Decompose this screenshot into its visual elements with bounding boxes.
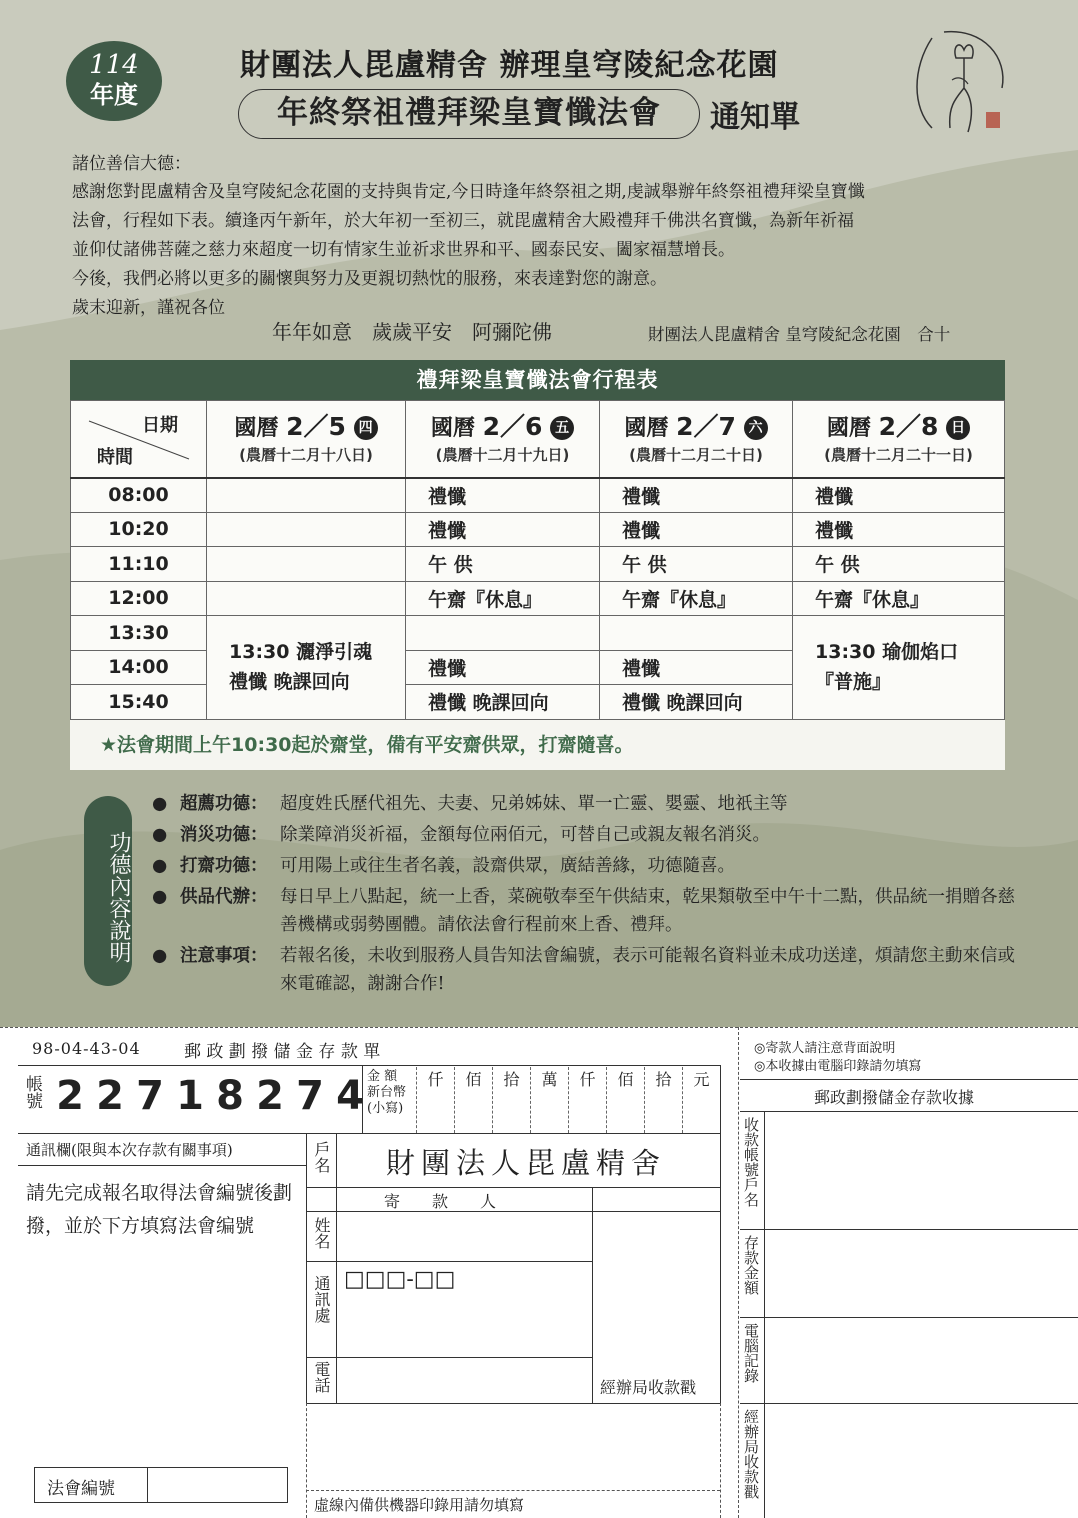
- letter-line-2: 法會，行程如下表。續逢丙午新年，於大年初一至初三，就毘盧精舍大殿禮拜千佛洪名寶懺，為新年祈福: [72, 211, 854, 231]
- schedule-cell: 午 供: [406, 547, 600, 582]
- greeting: 諸位善信大德：: [72, 154, 191, 174]
- letter-line-3: 並仰仗諸佛菩薩之慈力來超度一切有情家生並祈求世界和平、國泰民安、闔家福慧增長。: [72, 240, 735, 260]
- lunar-date: (農曆十二月十八日): [239, 445, 373, 464]
- name-label: 姓名: [312, 1217, 331, 1249]
- postal-code-boxes[interactable]: □□□-□□: [344, 1267, 456, 1292]
- bullet-icon: ●: [152, 946, 168, 966]
- merit-text: 每日早上八點起，統一上香，菜碗敬奉至午供結束，乾果類敬至中午十二點，供品統一捐贈各慈善機構或弱勢團體。請依法會行程前來上香、禮拜。: [280, 887, 1015, 935]
- amount-unit: 萬: [530, 1067, 568, 1133]
- weekday-badge: 六: [744, 416, 768, 440]
- rule: [306, 1403, 720, 1404]
- table-row: [71, 547, 1005, 582]
- receipt-row-label: 經辦局收款戳: [742, 1409, 760, 1499]
- day-header-4: [793, 401, 1005, 478]
- schedule-cell: 禮懺: [793, 512, 1005, 547]
- schedule-cell: 禮懺: [793, 478, 1005, 513]
- account-label: 帳號: [22, 1075, 42, 1109]
- schedule-cell-merged: [793, 616, 1005, 720]
- rule: [764, 1111, 765, 1518]
- amount-label-1: 金 額: [367, 1069, 398, 1084]
- badge-label: 年度: [90, 80, 138, 109]
- badge-year: 114: [89, 50, 139, 80]
- amount-units: [416, 1067, 720, 1133]
- account-digit: 2: [256, 1073, 284, 1119]
- account-digit: 4: [336, 1073, 364, 1119]
- amount-unit: 拾: [644, 1067, 682, 1133]
- empty-cell: [600, 616, 793, 651]
- schedule-text: 禮懺 晚課回向: [229, 671, 350, 694]
- letter-line-4: 今後，我們必將以更多的關懷與努力及更親切熱忱的服務，來表達對您的謝意。: [72, 269, 667, 289]
- day-header-3: [600, 401, 793, 478]
- rule: [336, 1133, 337, 1403]
- amount-unit: 拾: [492, 1067, 530, 1133]
- schedule-cell: 午齋『休息』: [600, 581, 793, 616]
- stamp-label: 經辦局收款戳: [600, 1378, 697, 1397]
- letter-line-5: 歲末迎新，謹祝各位: [72, 298, 225, 318]
- rule: [740, 1229, 1078, 1230]
- rule: [18, 1133, 720, 1134]
- account-digit: 2: [56, 1073, 84, 1119]
- schedule-cell: 禮懺: [600, 478, 793, 513]
- rule: [740, 1403, 1078, 1404]
- day-header-1: [207, 401, 406, 478]
- lunar-date: (農曆十二月二十一日): [824, 445, 973, 464]
- merit-text: 超度姓氏歷代祖先、夫妻、兄弟姊妹、單一亡靈、嬰靈、地祇主等: [280, 794, 788, 814]
- payee-label: 戶名: [312, 1141, 331, 1173]
- amount-unit: 仟: [416, 1067, 454, 1133]
- merits-list: [152, 790, 1032, 1001]
- list-item: [152, 790, 1032, 818]
- merit-label: 打齋功德：: [180, 856, 268, 876]
- merits-side-title: 功德內容說明: [84, 796, 132, 986]
- day-date: 2／5: [286, 411, 346, 441]
- weekday-badge: 四: [354, 416, 378, 440]
- day-date: 2／6: [482, 411, 543, 441]
- schedule-text: 13:30 瑜伽焰口: [815, 641, 959, 664]
- schedule-cell: 午 供: [793, 547, 1005, 582]
- title-suffix: 通知單: [710, 100, 800, 135]
- receipt-title: 郵政劃撥儲金存款收據: [814, 1088, 975, 1107]
- rule: [362, 1065, 363, 1133]
- machine-note: 虛線內備供機器印錄用請勿填寫: [314, 1496, 525, 1514]
- receipt-note-1: ◎寄款人請注意背面說明: [754, 1041, 896, 1056]
- sender-label: 寄 款 人: [384, 1192, 497, 1211]
- day-prefix: 國曆: [624, 415, 669, 441]
- account-digit: 7: [296, 1073, 324, 1119]
- lunar-date: (農曆十二月二十日): [629, 445, 763, 464]
- table-row: [71, 616, 1005, 651]
- amount-unit: 仟: [568, 1067, 606, 1133]
- time-cell: 11:10: [71, 547, 207, 582]
- merit-text: 除業障消災祈福，金額每位兩佰元，可替自己或親友報名消災。: [280, 825, 770, 845]
- amount-unit: 佰: [454, 1067, 492, 1133]
- rule: [740, 1079, 1078, 1080]
- title-line1: 財團法人毘盧精舍 辦理皇穹陵紀念花園: [240, 48, 779, 83]
- machine-box-left: [306, 1403, 307, 1518]
- merit-label: 超薦功德：: [180, 794, 268, 814]
- cut-line: [0, 1027, 1078, 1028]
- bullet-icon: ●: [152, 887, 168, 907]
- bullet-icon: ●: [152, 794, 168, 814]
- ceremony-number-field[interactable]: [147, 1468, 148, 1502]
- time-cell: 12:00: [71, 581, 207, 616]
- day-date: 2／7: [676, 411, 736, 441]
- table-row: [71, 478, 1005, 513]
- weekday-badge: 五: [550, 416, 574, 440]
- divider-dashed: [738, 1027, 739, 1518]
- amount-unit: 元: [682, 1067, 720, 1133]
- year-badge: [66, 41, 162, 121]
- schedule-cell: 禮懺 晚課回向: [406, 685, 600, 720]
- form-title: 郵 政 劃 撥 儲 金 存 款 單: [184, 1042, 381, 1062]
- schedule-cell: 禮懺: [406, 650, 600, 685]
- schedule-cell: 禮懺: [600, 650, 793, 685]
- time-cell: 08:00: [71, 478, 207, 513]
- time-cell: 13:30: [71, 616, 207, 651]
- ceremony-number-box[interactable]: [34, 1467, 288, 1503]
- schedule-text: 13:30 灑淨引魂: [229, 641, 373, 664]
- payee-name: 財團法人毘盧精舍: [386, 1146, 667, 1180]
- merit-label: 消災功德：: [180, 825, 268, 845]
- account-digit: 2: [96, 1073, 124, 1119]
- form-code: 98-04-43-04: [32, 1039, 141, 1058]
- merit-label: 供品代辦：: [180, 887, 268, 907]
- bullet-icon: ●: [152, 825, 168, 845]
- empty-cell: [207, 512, 406, 547]
- event-title: 年終祭祖禮拜梁皇寶懺法會: [238, 89, 700, 139]
- empty-cell: [207, 581, 406, 616]
- account-digit: 1: [176, 1073, 204, 1119]
- account-digit: 8: [216, 1073, 244, 1119]
- time-cell: 15:40: [71, 685, 207, 720]
- rule: [18, 1065, 720, 1066]
- list-item: [152, 883, 1032, 939]
- merit-text: 可用陽上或往生者名義，設齋供眾，廣結善緣，功德隨喜。: [280, 856, 735, 876]
- memo-label: 通訊欄(限與本次存款有關事項): [26, 1141, 233, 1159]
- schedule-cell: 禮懺: [406, 478, 600, 513]
- rule: [306, 1211, 720, 1212]
- rule: [306, 1357, 592, 1358]
- corner-cell: [71, 401, 207, 478]
- rule: [18, 1165, 306, 1166]
- schedule-cell: 午齋『休息』: [406, 581, 600, 616]
- rule: [306, 1187, 720, 1188]
- schedule-table: [70, 400, 1005, 720]
- schedule-cell: 禮懺: [406, 512, 600, 547]
- lunar-date: (農曆十二月十九日): [435, 445, 570, 464]
- signature: 財團法人毘盧精舍 皇穹陵紀念花園 合十: [648, 325, 951, 344]
- amount-label-2: 新台幣: [367, 1085, 407, 1100]
- blessing: 年年如意 歲歲平安 阿彌陀佛: [272, 320, 552, 344]
- postal-transfer-form: [0, 1027, 1078, 1518]
- schedule-cell: 禮懺 晚課回向: [600, 685, 793, 720]
- weekday-badge: 日: [946, 416, 970, 440]
- address-label: 通訊處: [312, 1275, 331, 1323]
- corner-date: 日期: [142, 415, 178, 436]
- list-item: [152, 821, 1032, 849]
- lotus-buddha-logo-icon: [912, 28, 1008, 140]
- receipt-row-label: 收款帳號戶名: [742, 1117, 760, 1207]
- time-cell: 14:00: [71, 650, 207, 685]
- schedule-cell: 禮懺: [600, 512, 793, 547]
- schedule-footnote: ★法會期間上午10:30起於齋堂，備有平安齋供眾，打齋隨喜。: [70, 720, 1005, 770]
- empty-cell: [207, 547, 406, 582]
- schedule-cell: 午 供: [600, 547, 793, 582]
- amount-label: [367, 1069, 406, 1117]
- receipt-row-label: 存款金額: [742, 1235, 760, 1295]
- schedule-text: 『普施』: [815, 671, 892, 694]
- letter-line-1: 感謝您對毘盧精舍及皇穹陵紀念花園的支持與肯定,今日時逢年終祭祖之期,虔誠舉辦年終祭祖禮拜梁皇寶懺: [72, 182, 865, 202]
- schedule-cell-merged: [207, 616, 406, 720]
- schedule-table-panel: [70, 360, 1005, 770]
- day-prefix: 國曆: [826, 415, 871, 441]
- corner-time: 時間: [97, 447, 133, 468]
- schedule-title: 禮拜梁皇寶懺法會行程表: [70, 360, 1005, 400]
- receipt-row-label: 電腦記錄: [742, 1323, 760, 1383]
- account-number: [50, 1073, 370, 1119]
- machine-box-bottom: [306, 1490, 720, 1491]
- merit-text: 若報名後，未收到服務人員告知法會編號，表示可能報名資料並未成功送達，煩請您主動來信或來電確認，謝謝合作!: [280, 946, 1015, 994]
- merit-label: 注意事項：: [180, 946, 268, 966]
- bullet-icon: ●: [152, 856, 168, 876]
- amount-unit: 佰: [606, 1067, 644, 1133]
- time-cell: 10:20: [71, 512, 207, 547]
- rule: [592, 1187, 593, 1403]
- table-row: [71, 581, 1005, 616]
- machine-box-right: [720, 1403, 721, 1518]
- rule: [306, 1133, 307, 1403]
- receipt-note-2: ◎本收據由電腦印錄請勿填寫: [754, 1059, 922, 1074]
- diagonal-line: [71, 401, 207, 478]
- list-item: [152, 852, 1032, 880]
- ceremony-number-label: 法會編號: [47, 1479, 115, 1499]
- rule: [740, 1111, 1078, 1112]
- table-row: [71, 512, 1005, 547]
- rule: [740, 1317, 1078, 1318]
- schedule-cell: 午齋『休息』: [793, 581, 1005, 616]
- day-header-2: [406, 401, 600, 478]
- list-item: [152, 942, 1032, 998]
- day-prefix: 國曆: [430, 415, 475, 441]
- rule: [306, 1261, 592, 1262]
- amount-label-3: (小寫): [367, 1101, 404, 1116]
- empty-cell: [406, 616, 600, 651]
- memo-text: 請先完成報名取得法會編號後劃撥，並於下方填寫法會编號: [26, 1182, 293, 1237]
- rule: [720, 1065, 721, 1403]
- account-digit: 7: [136, 1073, 164, 1119]
- day-date: 2／8: [878, 411, 939, 441]
- empty-cell: [207, 478, 406, 513]
- phone-label: 電話: [312, 1361, 331, 1393]
- day-prefix: 國曆: [234, 415, 279, 441]
